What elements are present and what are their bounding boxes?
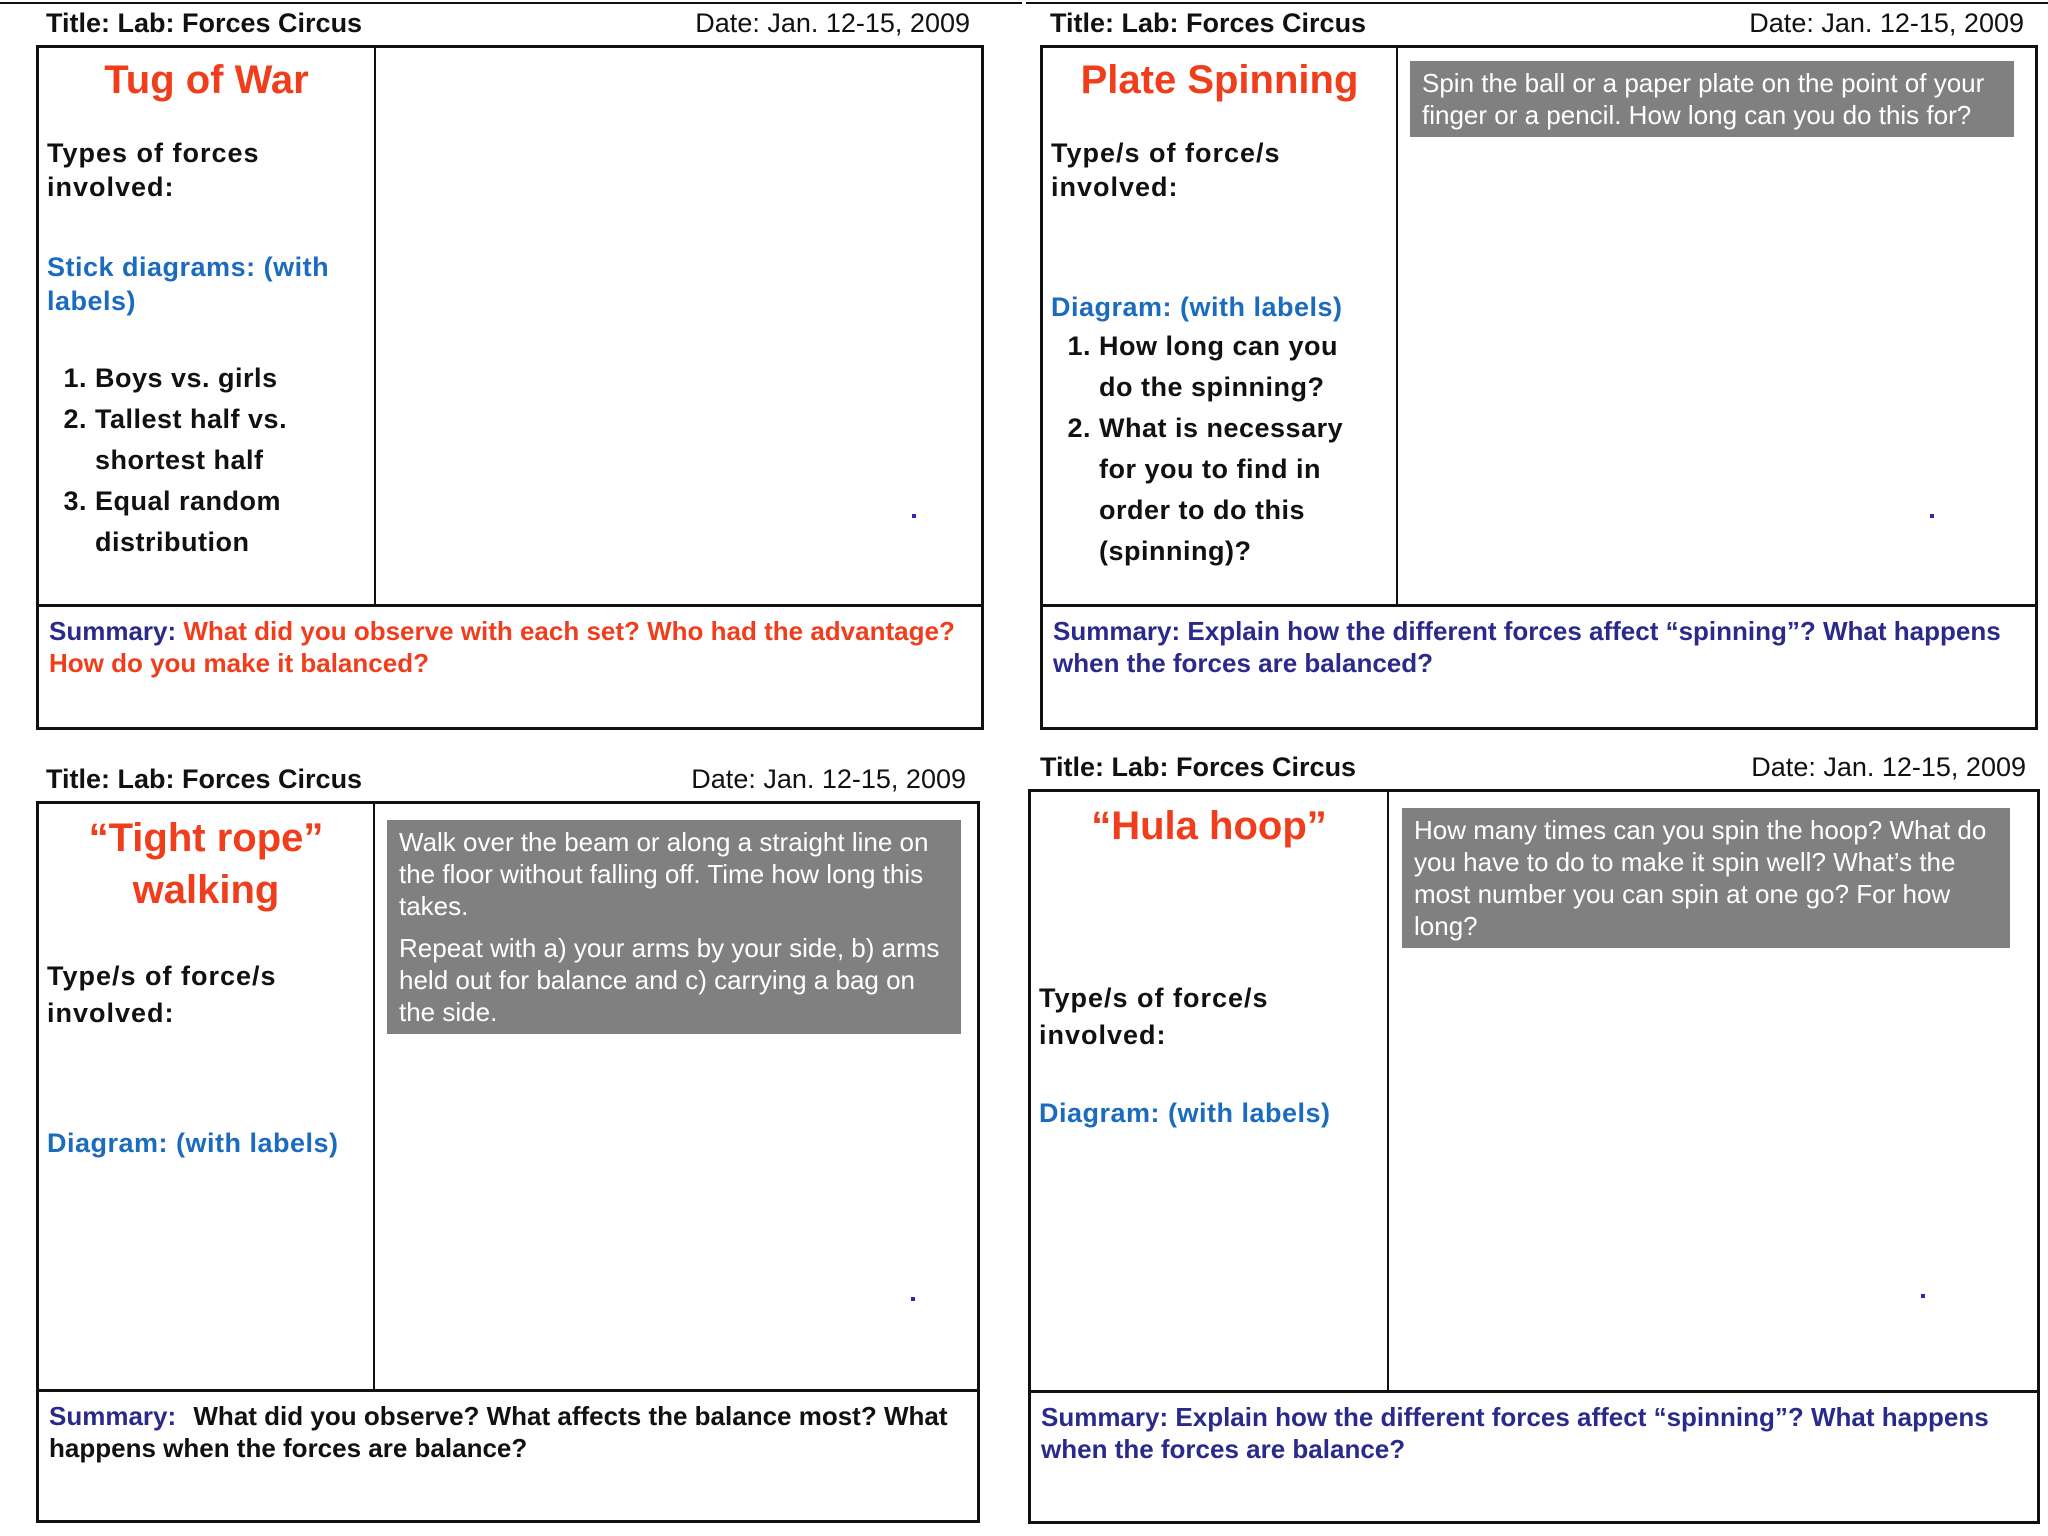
sheet-title: Title: Lab: Forces Circus: [1040, 752, 1357, 782]
summary-label: Summary:: [1041, 1402, 1169, 1432]
sheet-tug-of-war: [36, 0, 984, 730]
forces-label: Type/s of force/s involved:: [1039, 983, 1269, 1050]
stray-dot: [1930, 514, 1934, 518]
instructions-box: [387, 820, 961, 1034]
summary-text: What did you observe? What affects the balance most? What happens when the forces are balance?: [49, 1401, 948, 1463]
sheet-plate-spinning: [1040, 0, 2038, 730]
worksheet-frame: [36, 45, 984, 730]
activity-name: “Hula hoop”: [1091, 804, 1327, 848]
summary-section: [1031, 1390, 2037, 1521]
list-item: 3. Equal random distribution: [95, 481, 325, 563]
summary-label: Summary:: [1053, 616, 1181, 646]
sheet-date: Date: Jan. 12-15, 2009: [695, 8, 970, 38]
activity-name: “Tight rope” walking: [88, 816, 324, 912]
question-list: [47, 358, 366, 563]
sheet-hula-hoop: [1028, 744, 2040, 1524]
summary-text: What did you observe with each set? Who had the advantage? How do you make it balanced?: [49, 616, 955, 678]
sheet-header: [36, 756, 980, 800]
instruction-text: Repeat with a) your arms by your side, b) arms held out for balance and c) carrying a bag on the side.: [399, 933, 940, 1027]
worksheet-frame: [36, 801, 980, 1523]
forces-label: Type/s of force/s involved:: [1051, 138, 1281, 202]
summary-section: [39, 1389, 977, 1520]
diagram-label: Diagram: (with labels): [1051, 292, 1343, 322]
worksheet-frame: [1028, 789, 2040, 1524]
list-item: 2. What is necessary for you to find in order to do this (spinning)?: [1099, 408, 1369, 572]
sheet-header: [1028, 744, 2040, 788]
stray-dot: [912, 514, 916, 518]
drawing-area: [376, 48, 981, 605]
diagram-label: Diagram: (with labels): [1039, 1098, 1331, 1128]
summary-text: Explain how the different forces affect “spinning”? What happens when the forces are balance?: [1041, 1402, 1989, 1464]
left-column: [1031, 792, 1389, 1391]
forces-label: Types of forces involved:: [47, 138, 260, 202]
instructions-box: [1402, 808, 2010, 948]
instruction-text: Walk over the beam or along a straight line on the floor without falling off. Time how long this takes.: [399, 827, 929, 921]
sheet-date: Date: Jan. 12-15, 2009: [1749, 8, 2024, 38]
activity-name: Plate Spinning: [1080, 58, 1359, 102]
instruction-text: Spin the ball or a paper plate on the point of your finger or a pencil. How long can you do this for?: [1422, 68, 1985, 130]
left-column: [39, 804, 375, 1390]
sheet-title: Title: Lab: Forces Circus: [46, 8, 363, 38]
drawing-area: [1398, 48, 2035, 605]
left-column: [39, 48, 376, 605]
summary-text: Explain how the different forces affect “spinning”? What happens when the forces are balanced?: [1053, 616, 2001, 678]
sheet-header: [36, 0, 984, 44]
question-list: [1051, 326, 1388, 572]
instruction-text: How many times can you spin the hoop? What do you have to do to make it spin well? What’s the most number you can spin at one go? For how long?: [1414, 815, 1987, 941]
sheet-title: Title: Lab: Forces Circus: [46, 764, 363, 794]
diagram-label: Diagram: (with labels): [47, 1128, 339, 1158]
left-column: [1043, 48, 1398, 605]
diagram-label: Stick diagrams: (with labels): [47, 252, 330, 316]
worksheet-frame: [1040, 45, 2038, 730]
stray-dot: [1921, 1294, 1925, 1298]
drawing-area: [375, 804, 977, 1390]
summary-section: [39, 604, 981, 727]
activity-name: Tug of War: [104, 58, 309, 102]
sheet-date: Date: Jan. 12-15, 2009: [1751, 752, 2026, 782]
summary-section: [1043, 604, 2035, 727]
list-item: 2. Tallest half vs. shortest half: [95, 399, 315, 481]
sheet-tight-rope-walking: [36, 756, 980, 1524]
list-item: 1. Boys vs. girls: [95, 358, 366, 399]
forces-label: Type/s of force/s involved:: [47, 961, 277, 1028]
sheet-title: Title: Lab: Forces Circus: [1050, 8, 1367, 38]
sheet-header: [1040, 0, 2038, 44]
sheet-date: Date: Jan. 12-15, 2009: [691, 764, 966, 794]
summary-label: Summary:: [49, 616, 177, 646]
instructions-box: [1410, 61, 2014, 137]
stray-dot: [911, 1297, 915, 1301]
drawing-area: [1389, 792, 2037, 1391]
summary-label: Summary:: [49, 1401, 177, 1431]
list-item: 1. How long can you do the spinning?: [1099, 326, 1359, 408]
